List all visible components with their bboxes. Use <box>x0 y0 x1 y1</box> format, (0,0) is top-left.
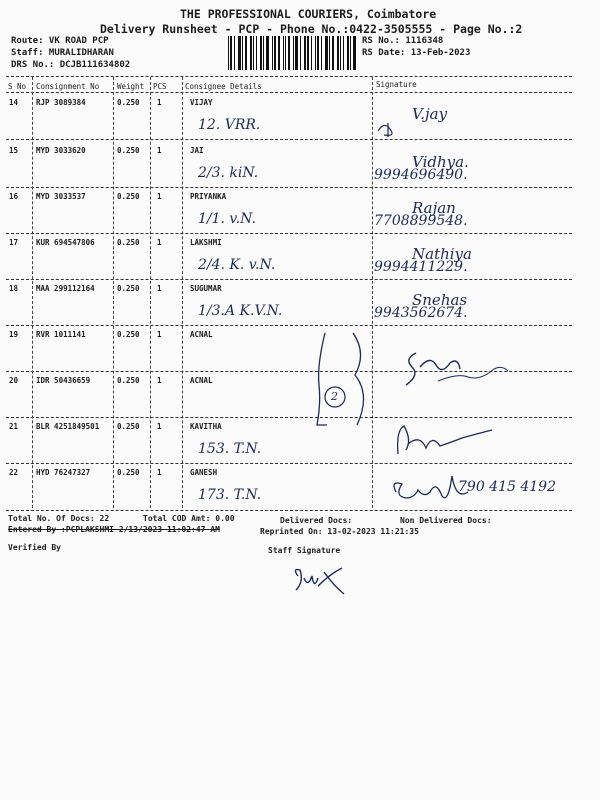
barcode-bar <box>343 36 344 70</box>
column-header-consignee: Consignee Details <box>185 82 262 91</box>
row-signature: Snehas <box>412 291 468 309</box>
barcode-bar <box>311 36 312 70</box>
row-signature: Rajan <box>412 199 456 217</box>
staff-signature <box>290 562 350 602</box>
barcode-bar <box>245 36 247 70</box>
row-consignment-no: BLR 4251849501 <box>36 422 100 431</box>
row-pcs: 1 <box>157 238 162 247</box>
barcode-bar <box>317 36 319 70</box>
table-top-rule <box>6 76 572 77</box>
barcode-bar <box>325 36 328 70</box>
row-pcs: 1 <box>157 284 162 293</box>
row-consignee-name: ACNAL <box>190 330 213 339</box>
barcode-bar <box>293 36 294 70</box>
row-sno: 21 <box>9 422 19 431</box>
row-sno: 18 <box>9 284 19 293</box>
barcode-bar <box>340 36 341 70</box>
row-sno: 14 <box>9 98 19 107</box>
row-consignee-address: 2/4. K. v.N. <box>198 257 276 273</box>
row-weight: 0.250 <box>117 98 140 107</box>
barcode-bar <box>307 36 309 70</box>
verified-by: Verified By <box>8 543 61 552</box>
barcode-bar <box>283 36 284 70</box>
column-header-sno: S No <box>8 82 27 91</box>
row-consignment-no: MYD 3033537 <box>36 192 86 201</box>
row-separator <box>6 279 572 280</box>
row-consignment-no: IDR 50436659 <box>36 376 91 385</box>
barcode-bar <box>242 36 243 70</box>
row-consignment-no: RVR 1011141 <box>36 330 86 339</box>
barcode-bar <box>353 36 356 70</box>
column-divider <box>113 77 114 508</box>
row-consignee-name: SUGUMAR <box>190 284 222 293</box>
barcode-bar <box>274 36 276 70</box>
row-consignment-no: KUR 694547806 <box>36 238 95 247</box>
row-weight: 0.250 <box>117 376 140 385</box>
row-consignee-name: LAKSHMI <box>190 238 222 247</box>
row-separator <box>6 463 572 464</box>
bracket-note-number: 2 <box>331 390 338 403</box>
column-header-signature: Signature <box>376 80 417 89</box>
row-consignee-address: 1/3.A K.V.N. <box>198 303 283 319</box>
row-phone: 9994696490. <box>374 167 468 183</box>
row-sno: 20 <box>9 376 19 385</box>
header-bottom-rule <box>6 92 572 93</box>
row-pcs: 1 <box>157 98 162 107</box>
column-header-consignment: Consignment No <box>36 82 100 91</box>
row-pcs: 1 <box>157 146 162 155</box>
barcode-bar <box>300 36 301 70</box>
row-consignee-address: 173. T.N. <box>198 487 262 503</box>
barcode-bar <box>256 36 257 70</box>
row-phone: 9943562674. <box>374 305 468 321</box>
barcode-bar <box>288 36 290 70</box>
row-consignment-no: MYD 3033620 <box>36 146 86 155</box>
table-bottom-rule <box>6 510 572 511</box>
document-subtitle: Delivery Runsheet - PCP - Phone No.:0422-3505555 - Page No.:2 <box>100 22 523 36</box>
row-pcs: 1 <box>157 192 162 201</box>
row-phone: 9994411229. <box>374 259 468 275</box>
barcode-bar <box>234 36 235 70</box>
row-separator <box>6 325 572 326</box>
column-header-pcs: PCS <box>153 82 167 91</box>
staff-label: Staff: MURALIDHARAN <box>11 48 114 58</box>
barcode-bar <box>350 36 351 70</box>
row-pcs: 1 <box>157 468 162 477</box>
row-sno: 19 <box>9 330 19 339</box>
row-consignee-address: 1/1. v.N. <box>198 211 256 227</box>
row-consignee-address: 153. T.N. <box>198 441 262 457</box>
row-consignee-address: 12. VRR. <box>198 117 261 133</box>
row-weight: 0.250 <box>117 468 140 477</box>
bracket-annotation <box>305 325 385 435</box>
row-phone: 7708899548. <box>374 213 468 229</box>
row-consignee-name: JAI <box>190 146 204 155</box>
barcode-bar <box>295 36 298 70</box>
signature-row-21 <box>392 420 502 462</box>
barcode-bar <box>263 36 264 70</box>
route-label: Route: VK ROAD PCP <box>11 36 109 46</box>
row-separator <box>6 139 572 140</box>
column-divider <box>182 77 183 508</box>
row-weight: 0.250 <box>117 284 140 293</box>
row-consignee-name: GANESH <box>190 468 218 477</box>
non-delivered-docs: Non Delivered Docs: <box>400 516 492 525</box>
row-consignment-no: MAA 299112164 <box>36 284 95 293</box>
drs-number: DRS No.: DCJB111634802 <box>11 60 131 70</box>
staff-signature-label: Staff Signature <box>268 546 341 555</box>
delivered-docs: Delivered Docs: <box>280 516 353 525</box>
row-weight: 0.250 <box>117 238 140 247</box>
barcode-bar <box>266 36 269 70</box>
entered-by: Entered By :PCPLAKSHMI 2/13/2023 11:02:47 AM <box>8 525 220 534</box>
row-phone: 790 415 4192 <box>458 479 556 495</box>
barcode-bar <box>329 36 330 70</box>
row-weight: 0.250 <box>117 192 140 201</box>
row-weight: 0.250 <box>117 422 140 431</box>
row-sno: 15 <box>9 146 19 155</box>
row-weight: 0.250 <box>117 146 140 155</box>
row-signature: Nathiya <box>412 245 472 263</box>
barcode-bar <box>347 36 349 70</box>
row-pcs: 1 <box>157 422 162 431</box>
total-docs: Total No. Of Docs: 22 <box>8 514 110 523</box>
document-title: THE PROFESSIONAL COURIERS, Coimbatore <box>180 7 437 21</box>
column-divider <box>372 77 373 508</box>
barcode-bar <box>332 36 334 70</box>
barcode-bar <box>304 36 306 70</box>
row-sno: 17 <box>9 238 19 247</box>
barcode-bar <box>238 36 241 70</box>
row-consignment-no: RJP 3089384 <box>36 98 86 107</box>
row-consignee-name: PRIYANKA <box>190 192 227 201</box>
row-separator <box>6 233 572 234</box>
barcode-bar <box>260 36 262 70</box>
column-header-weight: Weight <box>117 82 145 91</box>
barcode-bar <box>315 36 316 70</box>
barcode-bar <box>228 36 229 70</box>
row-consignment-no: HYD 76247327 <box>36 468 91 477</box>
row-signature: V.jay <box>412 105 448 123</box>
reprinted-on: Reprinted On: 13-02-2023 11:21:35 <box>260 527 419 536</box>
rs-date: RS Date: 13-Feb-2023 <box>362 48 471 58</box>
barcode-bar <box>253 36 254 70</box>
column-divider <box>150 77 151 508</box>
rs-number: RS No.: 1116348 <box>362 36 444 46</box>
column-divider <box>32 77 33 508</box>
row-separator <box>6 417 572 418</box>
signature-row-22 <box>388 470 478 510</box>
row-consignee-name: VIJAY <box>190 98 213 107</box>
row-pcs: 1 <box>157 330 162 339</box>
total-cod-amount: Total COD Amt: 0.00 <box>143 514 235 523</box>
barcode <box>228 36 356 70</box>
barcode-bar <box>230 36 232 70</box>
barcode-bar <box>285 36 286 70</box>
barcode-bar <box>278 36 280 70</box>
row-separator <box>6 187 572 188</box>
row-consignee-name: ACNAL <box>190 376 213 385</box>
signature-row-19-20 <box>398 345 518 395</box>
row-weight: 0.250 <box>117 330 140 339</box>
row-consignee-address: 2/3. kiN. <box>198 165 259 181</box>
row-signature: Vidhya. <box>412 153 469 171</box>
row-sno: 16 <box>9 192 19 201</box>
signature-row-14-mark <box>374 119 404 139</box>
row-consignee-name: KAVITHA <box>190 422 222 431</box>
barcode-bar <box>337 36 339 70</box>
barcode-bar <box>250 36 252 70</box>
row-pcs: 1 <box>157 376 162 385</box>
barcode-bar <box>272 36 273 70</box>
barcode-bar <box>321 36 322 70</box>
row-sno: 22 <box>9 468 19 477</box>
